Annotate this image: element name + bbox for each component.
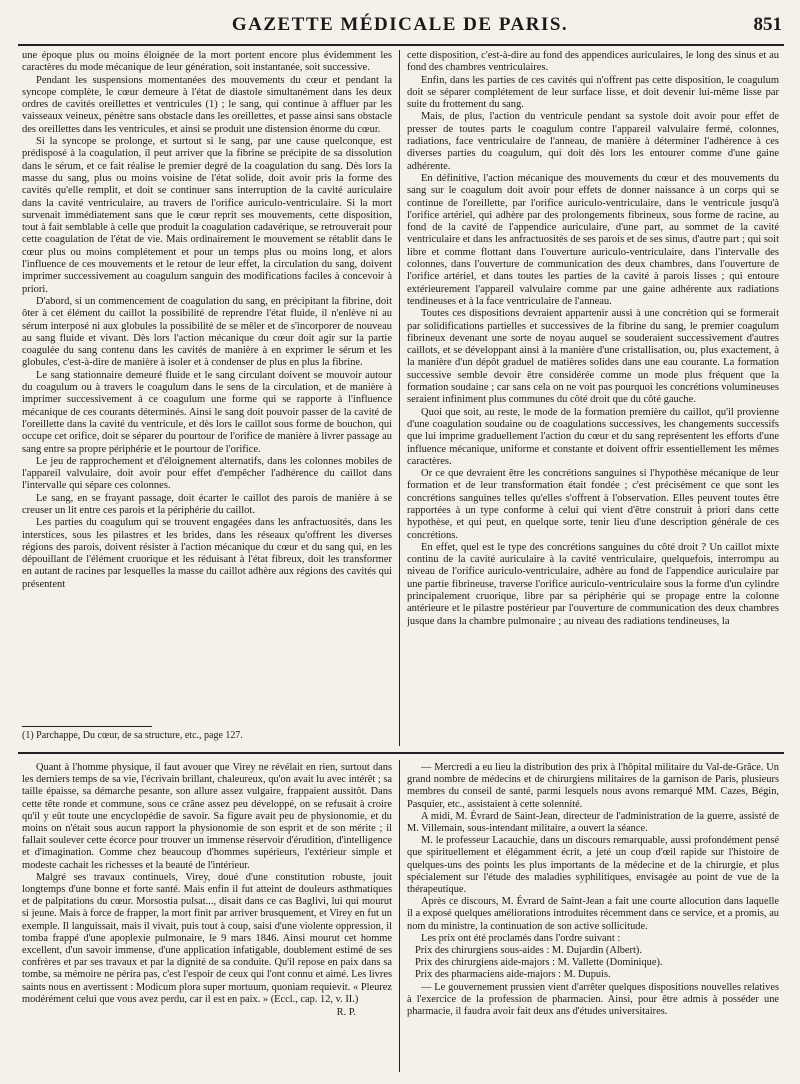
right-paragraph: Or ce que devraient être les concrétions sanguines si l'hypothèse mécanique de leur formation et de leur transformation était fondée ; c'est précisément ce que sont les concrétions sanguines telles qu'elles s'offrent à l'observation. Elles peuvent toutes être rapportées à un type conforme à celui qui vient d'être construit à priori dans cette hypothèse, et qui peut, en quelque sorte, tenir lieu d'une description générale de ces concrétions. bbox=[407, 468, 779, 541]
lower-right-paragraph: A midi, M. Évrard de Saint-Jean, directeur de l'administration de la guerre, assisté de M. Villemain, sous-intendant militaire, a ouvert la séance. bbox=[407, 810, 779, 835]
left-paragraph: Les parties du coagulum qui se trouvent engagées dans les anfractuosités, dans les interstices, sous les pilastres et les brides, dans les réseaux qu'offrent les diverses régions des parois, doivent résister à l'action mécanique du cœur et du sang qui, en les dépouillant de l'élément cruorique et les réduisant à l'état fibreux, doit les transformer en autant de racines par lesquelles la masse du caillot adhère aux régions des cavités qui présentent bbox=[22, 517, 392, 590]
signature: R. P. bbox=[336, 1007, 356, 1019]
left-paragraph: une époque plus ou moins éloignée de la mort portent encore plus évidemment les caractères du mode mécanique de leur génération, soit instantanée, soit successive. bbox=[22, 50, 392, 74]
right-paragraph: Enfin, dans les parties de ces cavités qui n'offrent pas cette disposition, le coagulum doit se séparer complétement de leur surface lisse, et doit devenir lui-même lisse par suite du frottement du sang. bbox=[407, 74, 779, 111]
lower-right-paragraph: M. le professeur Lacauchie, dans un discours remarquable, aussi profondément pensé que spirituellement et élégamment écrit, a jeté un coup d'œil rapide sur l'histoire de quelques-uns des points les plus importants de la médecine et de la chirurgie, et plus spécialement sur l'étude des maladies syphilitiques, envisagée au point de vue de la thérapeutique. bbox=[407, 835, 779, 896]
page-number: 851 bbox=[753, 14, 782, 35]
prize-item: Prix des chirurgiens aide-majors : M. Vallette (Dominique). bbox=[415, 957, 663, 969]
lower-left-column bbox=[22, 762, 392, 1072]
journal-title: GAZETTE MÉDICALE DE PARIS. bbox=[231, 14, 569, 35]
right-paragraph: En effet, quel est le type des concrétions sanguines du côté droit ? Un caillot mixte continu de la cavité auriculaire à la cavité ventriculaire, quelquefois, interrompu au niveau de l'orifice auriculo-ventriculaire, adhère au fond de l'appendice auriculaire par une partie fibrineuse, traverse l'orifice auriculo-ventriculaire sous la forme d'un cylindre principalement cruorique, libre par sa périphérie qui se propage entre la colonne antérieure et le pilastre postérieur par l'ouverture de communication des deux chambres jusque dans la chambre pulmonaire ; au niveau des radiations tendineuses, la bbox=[407, 541, 779, 627]
column-divider bbox=[399, 50, 400, 746]
footnote bbox=[22, 730, 392, 744]
lower-right-paragraph: — Mercredi a eu lieu la distribution des prix à l'hôpital militaire du Val-de-Grâce. Un grand nombre de médecins et de chirurgiens militaires de la garnison de Paris, plusieurs membres du conseil de santé, parmi lesquels nous avons remarqué MM. Cazes, Bégin, Pasquier, etc., assistaient à cette solennité. bbox=[407, 762, 779, 810]
left-paragraph: Si la syncope se prolonge, et surtout si le sang, par une cause quelconque, est prédisposé à la coagulation, il peut arriver que la fibrine se précipite de sa dissolution dans le sérum, et ce fait réalise le premier degré de la coagulation du sang. Dès lors la masse du sang, plus ou moins voisine de l'état solide, doit avoir pris la forme des cavités qu'elle remplit, et doit se continuer sans interruption de la cavité auriculaire dans la cavité ventriculaire, au travers de l'orifice auriculo-ventriculaire. Si la mort survenait immédiatement sans que le cœur reprit ses mouvements, cette disposition, tout à fait semblable à celle que produit la coagulation cadavérique, se retrouverait pour cette coagulation de l'état de vie. Mais ordinairement le mouvement se rétablit dans le cœur plus ou moins complétement et pour un temps plus ou moins long, et alors l'influence de ces mouvements et le retour de leur effet, la circulation du sang, doivent imprimer successivement au coagulum sanguin des modifications faciles à concevoir à priori. bbox=[22, 136, 392, 295]
lower-right-paragraph: Les prix ont été proclamés dans l'ordre suivant : bbox=[421, 932, 621, 944]
lower-left-paragraph: Malgré ses travaux continuels, Virey, doué d'une constitution robuste, jouit longtemps d'une bonne et forte santé. Mais enfin il fut atteint de douleurs asthmatiques et de palpitations du cœur. Morsostia pulsat..., disait dans ce cas Baglivi, lui qui mourut si jeune. Mais à force de frapper, la mort finit par arriver brusquement, et Virey en fut un exemple. Il languissait, mais il vivait, puis tout à coup, saisi d'une violente oppression, il tomba frappé d'une apoplexie pulmonaire, le 9 mars 1846. Ainsi mourut cet homme excellent, d'un savoir immense, d'une application infatigable, doublement estimé de ses confrères et par ses travaux et par la dignité de sa conduite. Qu'il repose en paix dans sa tombe, sa mémoire ne périra pas, c'est l'espoir de ceux qui l'ont connu et aimé. Les livres saints nous en avertissent : Modicum plora super mortuum, quoniam requievit. « Pleurez modérément celui que vous avez perdu, car il est en paix. » (Eccl., cap. 12, v. II.) bbox=[22, 871, 392, 1005]
header-rule bbox=[18, 44, 784, 46]
right-paragraph: cette disposition, c'est-à-dire au fond des appendices auriculaires, le long des sinus et au fond des chambres ventriculaires. bbox=[407, 50, 779, 74]
prize-item: Prix des pharmaciens aide-majors : M. Dupuis. bbox=[415, 969, 611, 981]
prize-item: Prix des chirurgiens sous-aides : M. Dujardin (Albert). bbox=[415, 945, 642, 957]
page-header bbox=[0, 14, 800, 40]
right-paragraph: Toutes ces dispositions devraient appartenir aussi à une concrétion qui se formerait par solidifications partielles et successives de la fibrine du sang, le premier coagulum fibrineux devenant une sorte de noyau auquel se souderaient successivement d'autres caillots, et se développant ainsi à la manière d'une cristallisation, ou, plus exactement, à la manière d'un dépôt graduel de matières solides dans une eau courante. La formation successive semble devoir être considérée comme un mode plus fréquent que la formation soudaine ; car sans cela on ne voit pas pourquoi les concrétions volumineuses seraient infiniment plus communes du côté droit que du côté gauche. bbox=[407, 308, 779, 406]
lower-right-paragraph: Après ce discours, M. Évrard de Saint-Jean a fait une courte allocution dans laquelle il a exposé quelques améliorations introduites récemment dans ce service, et a promis, au nom du ministre, la continuation de son active sollicitude. bbox=[407, 896, 779, 932]
lower-left-paragraph: Quant à l'homme physique, il faut avouer que Virey ne révélait en rien, surtout dans les derniers temps de sa vie, l'écrivain brillant, chaleureux, qu'on avait lu avec intérêt ; sa taille épaisse, sa démarche pesante, son allure assez vulgaire, frappaient aussitôt. Dans cette tête ronde et commune, sous ce crâne assez peu développé, on se refusait à croire qu'il y eût toute une encyclopédie de savoir. Sa figure avait peu de physionomie, et du moins on n'était sous aucun rapport la physionomie de son esprit et de son mérite ; il fallait soulever cette écorce pour trouver un immense réservoir d'érudition, d'intelligence et d'imagination. Comme chez beaucoup d'hommes supérieurs, l'extérieur simple et modeste cachait les richesses et la beauté de l'intérieur. bbox=[22, 762, 392, 871]
left-column bbox=[22, 50, 392, 720]
left-paragraph: Le jeu de rapprochement et d'éloignement alternatifs, dans les colonnes mobiles de l'appareil valvulaire, doit avoir pour effet d'empêcher l'adhérence du caillot dans l'intervalle qui sépare ces colonnes. bbox=[22, 455, 392, 492]
left-paragraph: Le sang, en se frayant passage, doit écarter le caillot des parois de manière à se creuser un lit entre ces parois et la périphérie du caillot. bbox=[22, 492, 392, 516]
footnote-rule bbox=[22, 726, 152, 727]
lower-column-divider bbox=[399, 760, 400, 1072]
right-paragraph: Mais, de plus, l'action du ventricule pendant sa systole doit avoir pour effet de presser de toutes parts le coagulum contre l'appareil valvulaire fermé, colonnes, radiations, face ventriculaire de l'anneau, de manière à déterminer l'adhérence à ces diverses parties du coagulum, qui doit dès lors les entourer comme d'une gaine adhérente. bbox=[407, 111, 779, 172]
left-paragraph: D'abord, si un commencement de coagulation du sang, en précipitant la fibrine, doit ôter à cet élément du caillot la possibilité de reprendre l'état fluide, il n'enlève ni au sérum interposé ni aux globules la possibilité de se mêler et de s'incorporer de nouveau au sang fluide et vivant. Dès lors l'action mécanique du cœur doit agir sur la partie coagulée du sang contenu dans les cavités de manière à en exprimer le sérum et les globules, c'est-à-dire de manière à isoler et à condenser de plus en plus la fibrine. bbox=[22, 295, 392, 369]
closing-paragraph: — Le gouvernement prussien vient d'arrêter quelques dispositions nouvelles relatives à l'exercice de la profession de pharmacien. Ainsi, pour être admis à posséder une pharmacie, il faudra avoir fait deux ans d'études universitaires. bbox=[407, 981, 779, 1018]
left-paragraph: Le sang stationnaire demeuré fluide et le sang circulant doivent se mouvoir autour du coagulum ou à travers le coagulum dans le sens de la circulation, et de manière à imprimer successivement à ce coagulum une forme qui se rapporte à l'influence mécanique de ces courants déterminés. Ainsi le sang doit pouvoir passer de la cavité de l'oreillette dans la cavité du ventricule, et dès lors le caillot sous forme de bouchon, qui occupe cet orifice, doit se séparer du pourtour de l'orifice de manière à livrer passage au sang entre sa propre périphérie et le pourtour de l'orifice. bbox=[22, 369, 392, 455]
footnote-text: (1) Parchappe, Du cœur, de sa structure, etc., page 127. bbox=[22, 730, 243, 741]
right-paragraph: Quoi que soit, au reste, le mode de la formation première du caillot, qu'il provienne d'une coagulation soudaine ou de coagulations successives, les changements successifs que lui imprime graduellement l'action du cœur et du sang représentent les efforts d'une influence mécanique, uniforme et constante et doivent offrir essentiellement les mêmes caractères. bbox=[407, 406, 779, 467]
lower-right-column bbox=[407, 762, 779, 1072]
right-column bbox=[407, 50, 779, 746]
right-paragraph: En définitive, l'action mécanique des mouvements du cœur et des mouvements du sang sur le coagulum doit avoir pour effets de donner naissance à un corps qui se continue de l'oreillette, par l'orifice auriculo-ventriculaire, dans le ventricule jusqu'à l'orifice artériel, qui adhère par des prolongements fibrineux, sous forme de racine, au fond de la cavité de l'appendice auriculaire, d'une part, au sommet de la cavité ventriculaire et dans les anfractuosités de ses parois et de ses sinus, d'autre part ; qui soit libre et comme flottant dans l'ouverture auriculo-ventriculaire, dans l'intervalle des colonnes, dans l'ouverture de communication des deux chambres, dans l'ouverture de l'orifice artériel, et dans toutes les parties de la cavité à parois lisses ; qui entoure extérieurement l'appareil valvulaire comme par une gaine adhérente aux radiations tendineuses et à la face ventriculaire de l'anneau. bbox=[407, 172, 779, 307]
section-separator bbox=[18, 752, 784, 754]
left-paragraph: Pendant les suspensions momentanées des mouvements du cœur et pendant la syncope complète, le cœur demeure à l'état de diastole simultanément dans les deux ordres de cavités oreillettes et ventricules (1) ; le sang, qui continue à affluer par les vaisseaux veineux, pénètre sans obstacle dans les oreillettes, et passe ainsi sans obstacle des oreillettes dans les ventricules, et ainsi se produit une distension énorme du cœur. bbox=[22, 74, 392, 135]
